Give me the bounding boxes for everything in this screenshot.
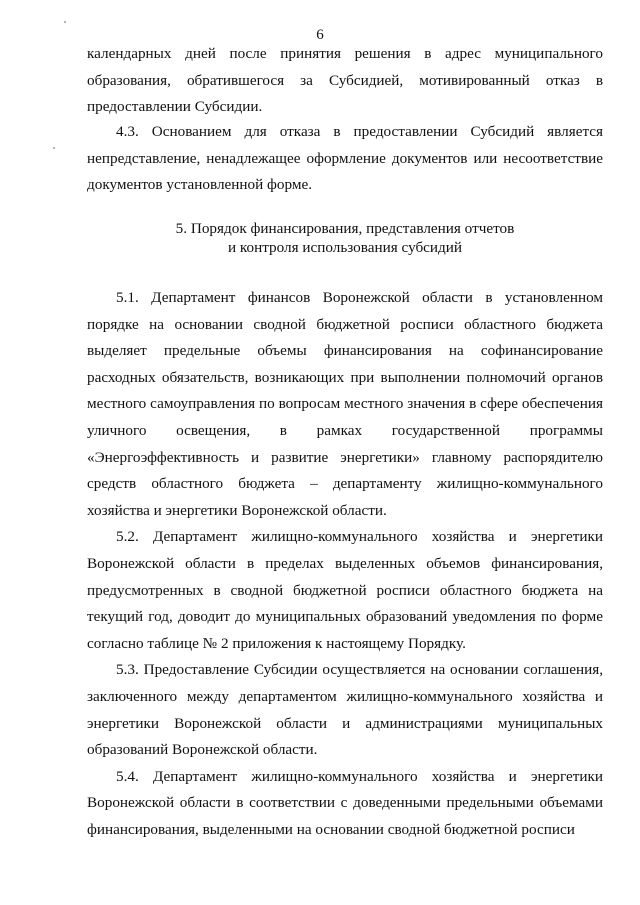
text-block-section-5	[87, 285, 603, 843]
paragraph-5-4: 5.4. Департамент жилищно-коммунального хозяйства и энергетики Воронежской области в соответствии с доведенными предельными объемами финансирования, выделенными на основании сводной бюджетной росписи	[87, 767, 603, 838]
scan-speck	[53, 147, 55, 149]
paragraph-continuation: календарных дней после принятия решения в адрес муниципального образования, обратившегося за Субсидией, мотивированный отказ в предоставлении Субсидии.	[87, 45, 603, 116]
section-heading	[87, 219, 603, 257]
paragraph-5-3: 5.3. Предоставление Субсидии осуществляется на основании соглашения, заключенного между департаментом жилищно-коммунального хозяйства и энергетики Воронежской области и администрациями муниципальных образований Воронежской области.	[87, 661, 603, 759]
section-heading-line1: 5. Порядок финансирования, представления отчетов	[175, 220, 515, 237]
text-block-4-3	[87, 119, 603, 199]
text-block-top	[87, 41, 603, 121]
paragraph-5-2: 5.2. Департамент жилищно-коммунального хозяйства и энергетики Воронежской области в пределах выделенных объемов финансирования, предусмотренных в сводной бюджетной росписи областного бюджета на текущий год, доводит до муниципальных образований уведомления по форме согласно таблице № 2 приложения к настоящему Порядку.	[87, 528, 603, 652]
scan-speck	[64, 21, 66, 23]
paragraph-4-3: 4.3. Основанием для отказа в предоставлении Субсидий является непредставление, ненадлежащее оформление документов или несоответствие документов установленной форме.	[87, 123, 603, 194]
paragraph-5-1: 5.1. Департамент финансов Воронежской области в установленном порядке на основании сводной бюджетной росписи областного бюджета выделяет предельные объемы финансирования на софинансирование расходных обязательств, возникающих при выполнении полномочий органов местного самоуправления по вопросам местного значения в сфере обеспечения уличного освещения, в рамках государственной программы «Энергоэффективность и развитие энергетики» главному распорядителю средств областного бюджета – департаменту жилищно-коммунального хозяйства и энергетики Воронежской области.	[87, 289, 603, 519]
page-number: 6	[316, 27, 324, 43]
section-heading-line2: и контроля использования субсидий	[227, 239, 463, 256]
